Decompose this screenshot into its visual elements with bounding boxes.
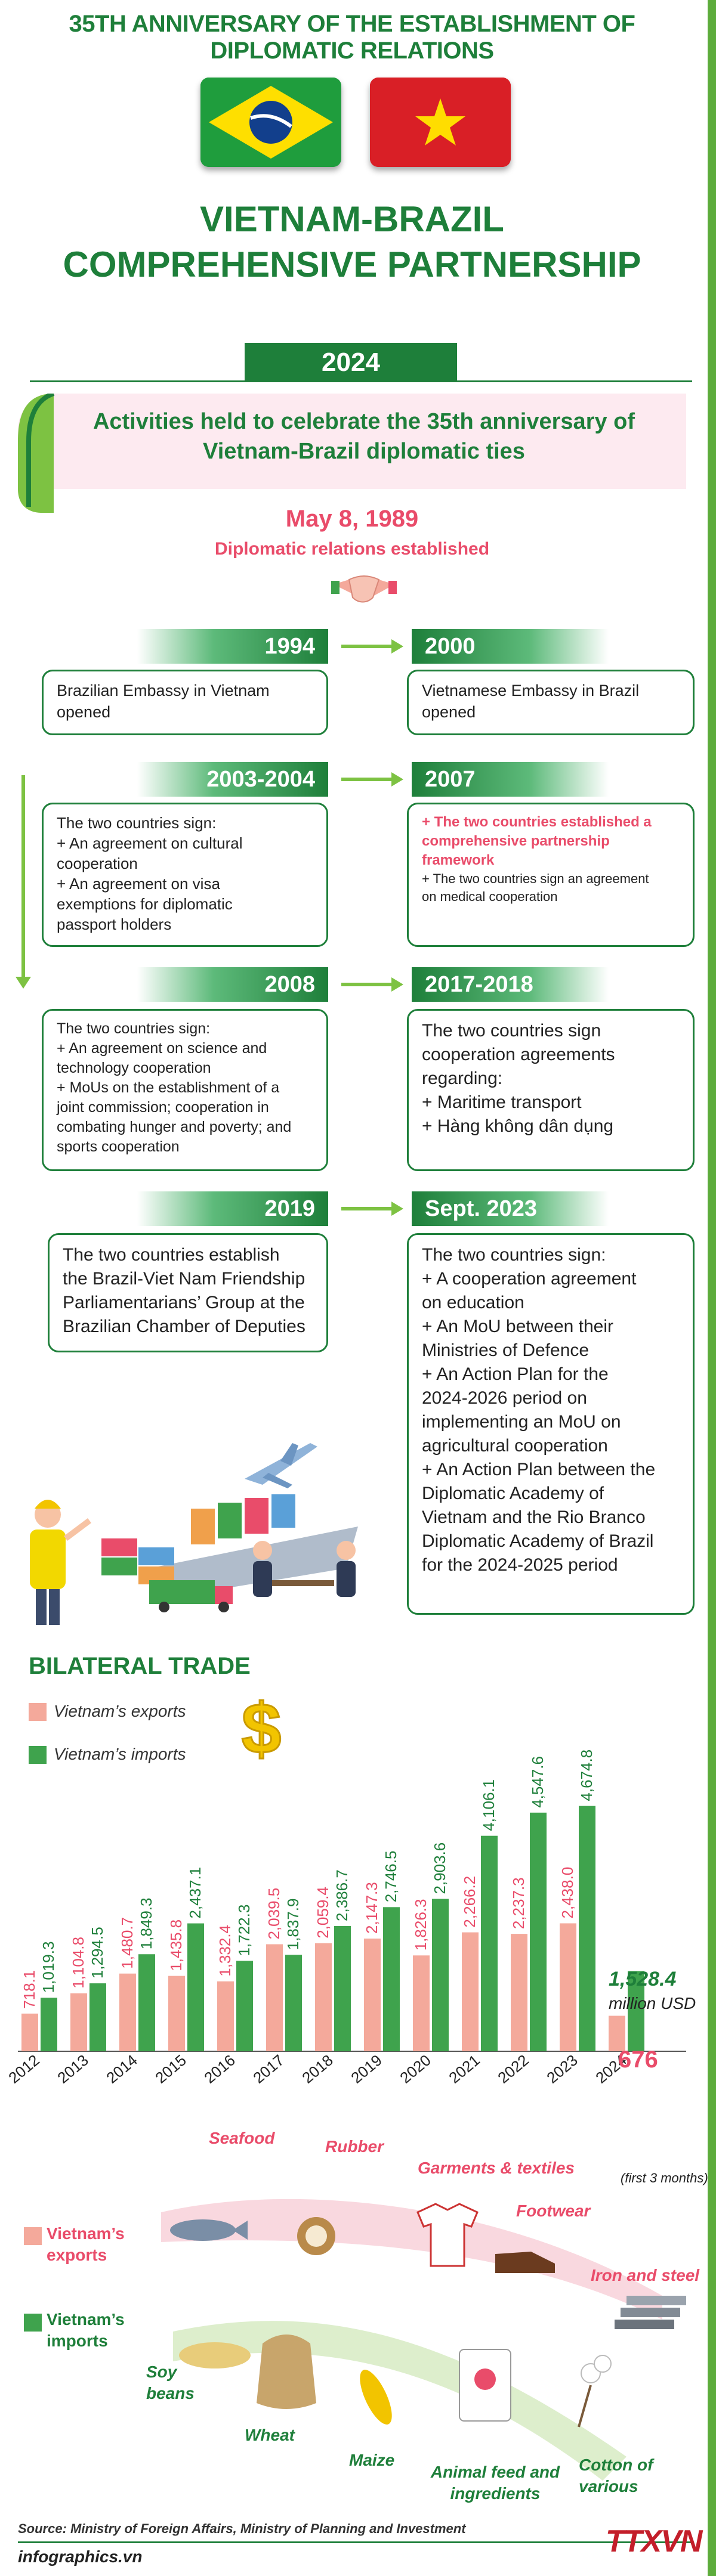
card-line: Vietnam and the Rio Branco [422,1507,646,1527]
year-tick-2022: 2022 [494,2051,532,2087]
card-highlight-line: + The two countries established a [422,814,652,830]
arrow-1994-2000 [341,645,393,648]
card-line: on education [422,1293,524,1312]
export-label-2017: 2,039.5 [265,1887,283,1940]
brazil-flag [200,78,341,167]
card-line: Diplomatic Academy of Brazil [422,1531,654,1551]
import-label-2023: 4,674.8 [578,1749,595,1801]
card-line: + An Action Plan between the [422,1460,656,1479]
card-2003-2004 [42,803,328,947]
export-bar-2012 [21,2014,38,2051]
import-product-maize: Maize [349,2451,395,2469]
trade-illustration [12,1419,394,1637]
card-sept-2023 [407,1233,695,1615]
value-2024-imports: 1,528.4 [609,1968,677,1990]
origin-date: May 8, 1989 [285,506,419,532]
card-line: for the 2024-2025 period [422,1555,618,1575]
export-label-2016: 1,332.4 [216,1924,234,1977]
trade-bar-chart [0,1693,704,2159]
card-line: regarding: [422,1069,503,1088]
export-product-rubber: Rubber [325,2137,384,2156]
activities-line-1: Activities held to celebrate the 35th anniversary of [92,409,635,434]
card-line: + MoUs on the establishment of a [57,1079,280,1096]
import-bar-2023 [579,1806,595,2051]
card-line: Vietnamese Embassy in Brazil [422,682,640,699]
import-bar-2020 [432,1899,449,2051]
containers-icon [101,1538,174,1584]
export-bar-2021 [462,1933,479,2051]
maize-icon [354,2366,399,2429]
title-line-2: COMPREHENSIVE PARTNERSHIP [63,244,641,284]
card-line: passport holders [57,915,172,933]
card-line: Brazilian Embassy in Vietnam [57,682,270,699]
year-label-sept-2023: Sept. 2023 [412,1191,609,1226]
card-2000 [407,670,695,735]
card-1994 [42,670,328,735]
import-bar-2018 [334,1926,351,2051]
card-2007 [407,803,695,947]
year-tick-2014: 2014 [103,2051,141,2087]
card-line: opened [57,703,111,721]
import-bar-2012 [41,1998,57,2051]
export-label-2019: 2,147.3 [363,1882,381,1934]
activities-heading [42,407,686,466]
export-product-seafood: Seafood [209,2129,275,2147]
export-label-2014: 1,480.7 [118,1916,136,1969]
year-tick-2019: 2019 [347,2051,385,2087]
imports-swatch [24,2314,42,2332]
import-label-2020: 2,903.6 [431,1842,449,1894]
timeline-down-arrow [21,775,25,978]
card-line: combating hunger and poverty; and [57,1119,292,1135]
card-line: technology cooperation [57,1060,211,1076]
import-label-2012: 1,019.3 [39,1941,57,1993]
year-tick-2012: 2012 [5,2051,43,2087]
card-line: exemptions for diplomatic [57,895,233,913]
card-line: on medical cooperation [422,889,558,904]
import-product-feed: Animal feed and ingredients [430,2463,560,2503]
export-bar-2016 [217,1981,234,2051]
feed-bag-icon [459,2349,511,2421]
import-bar-2019 [383,1907,400,2051]
imports-products-label: Vietnam’s imports [47,2310,125,2350]
card-line: + An agreement on cultural [57,834,243,852]
vietnam-flag [370,78,511,167]
import-bar-2013 [90,1983,106,2051]
year-label-2007: 2007 [412,762,609,797]
export-bar-2013 [70,1993,87,2051]
card-line: + An agreement on visa [57,875,220,893]
activities-line-2: Vietnam-Brazil diplomatic ties [203,439,525,464]
import-product-wheat: Wheat [245,2426,295,2444]
card-2008 [42,1009,328,1171]
import-label-2021: 4,106.1 [480,1779,498,1831]
export-label-2018: 2,059.4 [314,1887,332,1939]
import-label-2014: 1,849.3 [137,1897,155,1950]
import-product-soy: Soy beans [146,2363,195,2402]
year-tick-2023: 2023 [543,2051,581,2087]
card-line: The two countries sign: [57,1020,211,1037]
export-bar-2023 [560,1923,576,2051]
card-line: Diplomatic Academy of [422,1484,604,1503]
export-product-footwear: Footwear [516,2202,591,2220]
export-label-2012: 718.1 [20,1970,38,2009]
right-frame-bar [708,0,716,2576]
import-label-2022: 4,547.6 [529,1756,547,1808]
rubber-icon [297,2217,335,2255]
export-bar-2015 [168,1976,185,2051]
export-label-2020: 1,826.3 [412,1899,430,1951]
card-line: Parliamentarians’ Group at the [63,1293,305,1312]
year-tick-2020: 2020 [396,2051,434,2087]
site-link[interactable]: infographics.vn [18,2547,143,2566]
arrow-2004-2007 [341,778,393,781]
trade-unit: million USD [609,1994,696,2012]
wheat-sack-icon [257,2334,316,2409]
export-label-2015: 1,435.8 [167,1919,185,1971]
card-line: cooperation agreements [422,1045,615,1064]
card-line: the Brazil-Viet Nam Friendship [63,1269,305,1289]
export-label-2013: 1,104.8 [69,1937,87,1989]
legend-exports-label: Vietnam’s exports [54,1702,186,1720]
export-bar-2022 [511,1934,527,2051]
card-highlight-line: comprehensive partnership [422,833,610,849]
ttxvn-logo: TTXVN [606,2524,702,2559]
import-label-2016: 1,722.3 [235,1904,253,1956]
year-tick-2016: 2016 [200,2051,239,2087]
source-note: Source: Ministry of Foreign Affairs, Ministry of Planning and Investment [18,2521,466,2536]
import-bar-2017 [285,1955,302,2051]
card-line: cooperation [57,854,138,872]
year-label-2019: 2019 [137,1191,328,1226]
card-line: The two countries sign [422,1021,601,1041]
import-bar-2021 [481,1836,498,2051]
export-label-2023: 2,438.0 [558,1866,576,1919]
exports-products-label: Vietnam’s exports [47,2224,125,2264]
airplane-icon [245,1443,317,1488]
import-bar-2016 [236,1961,253,2051]
import-bar-2015 [187,1924,204,2051]
export-bar-2014 [119,1974,136,2051]
legend-imports-label: Vietnam’s imports [54,1745,186,1763]
footer-line [18,2541,692,2543]
products-illustration [137,2147,698,2504]
card-line: The two countries sign: [57,814,217,832]
card-line: + Hàng không dân dụng [422,1116,614,1136]
year-label-2017-2018: 2017-2018 [412,967,609,1002]
card-line: Brazilian Chamber of Deputies [63,1317,305,1336]
export-product-garments: Garments & textiles [418,2159,575,2177]
export-bar-2019 [364,1939,381,2051]
card-line: Ministries of Defence [422,1340,590,1360]
export-bar-2018 [315,1943,332,2051]
card-line: The two countries establish [63,1245,280,1265]
arrow-2008-2017 [341,983,393,986]
import-label-2018: 2,386.7 [333,1869,351,1921]
year-tick-2013: 2013 [54,2051,92,2087]
card-line: + A cooperation agreement [422,1269,637,1289]
worker-icon [30,1500,90,1625]
svg-text:$: $ [241,1689,282,1765]
card-line: agricultural cooperation [422,1436,608,1456]
year-tick-2021: 2021 [445,2051,483,2087]
year-badge: 2024 [245,343,457,382]
card-line: opened [422,703,476,721]
card-2017-2018 [407,1009,695,1171]
card-line: 2024-2026 period on [422,1388,587,1408]
arrow-2019-2023 [341,1207,393,1210]
card-line: + An agreement on science and [57,1040,267,1057]
export-label-2022: 2,237.3 [510,1877,527,1930]
exports-swatch [24,2227,42,2245]
import-bar-2014 [138,1954,155,2051]
export-bar-2017 [266,1945,283,2051]
year-label-1994: 1994 [137,629,328,664]
card-line: + An MoU between their [422,1317,614,1336]
year-tick-2024: 2024 [592,2051,630,2087]
card-2019 [48,1233,328,1352]
import-label-2019: 2,746.5 [382,1850,400,1903]
card-line: + An Action Plan for the [422,1364,609,1384]
trade-title: BILATERAL TRADE [29,1653,251,1679]
card-line: + Maritime transport [422,1092,582,1112]
import-bar-2022 [530,1813,547,2051]
export-product-iron-steel: Iron and steel [591,2266,700,2284]
year-tick-2018: 2018 [298,2051,337,2087]
year-label-2008: 2008 [137,967,328,1002]
card-line: The two countries sign: [422,1245,606,1265]
import-product-cotton: Cotton of various [579,2456,653,2496]
import-label-2013: 1,294.5 [88,1927,106,1979]
card-line: implementing an MoU on [422,1412,621,1432]
year-label-2003-2004: 2003-2004 [137,762,328,797]
card-line: sports cooperation [57,1138,180,1155]
title-line-1: VIETNAM-BRAZIL [200,199,504,239]
note-2024: (first 3 months) [621,2171,708,2185]
year-tick-2015: 2015 [152,2051,190,2087]
import-label-2015: 2,437.1 [186,1866,204,1919]
year-label-2000: 2000 [412,629,609,664]
cotton-icon [579,2355,611,2427]
card-line: + The two countries sign an agreement [422,871,649,886]
year-tick-2017: 2017 [249,2051,288,2087]
card-line: joint commission; cooperation in [57,1099,269,1116]
card-highlight-line: framework [422,852,495,868]
origin-label: Diplomatic relations established [214,539,490,559]
import-label-2017: 1,837.9 [284,1898,302,1950]
handshake-icon [331,566,397,617]
anniversary-header: 35TH ANNIVERSARY OF THE ESTABLISHMENT OF DIPLOMATIC RELATIONS [69,11,635,64]
export-label-2021: 2,266.2 [461,1875,479,1928]
export-bar-2020 [413,1955,430,2051]
value-2024-exports: 676 [618,2046,658,2073]
